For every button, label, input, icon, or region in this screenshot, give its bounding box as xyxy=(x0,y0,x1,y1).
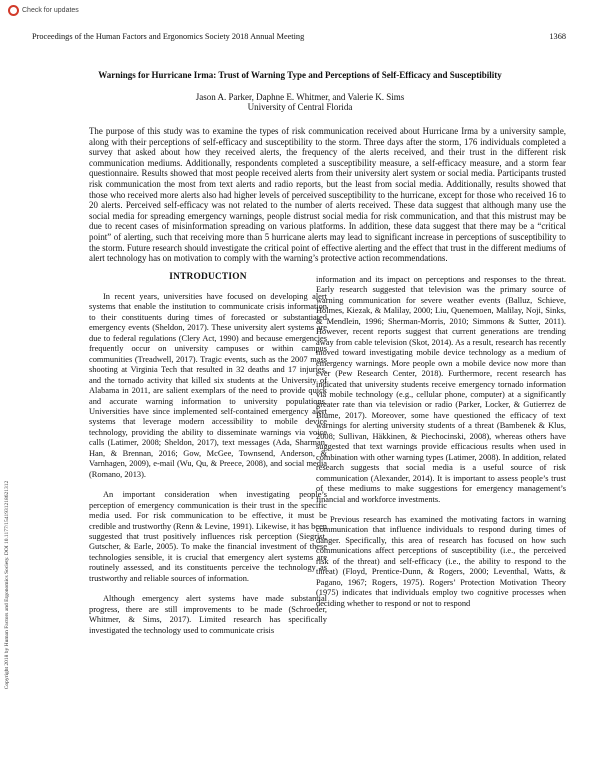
paragraph: In recent years, universities have focused on developing alert systems that enable the institution to communicate crisis information to their constituents during times of forecasted or substantiated emergency events (Sheldon, 2017). These university alert systems are due to federal regulations (Clery Act, 1990) and because emergencies frequently occur on university campuses or within campus communities (Treadwell, 2017). Tragic events, such as the 2007 mass shooting at Virginia Tech that resulted in 32 deaths and 17 injuries, and the tornado activity that killed six students at the University of Alabama in 2011, are salient exemplars of the need to provide quick and accurate warning information to university populations. Universities have since implemented self-contained emergency alert systems that leverage modern accessibility to mobile device technology, providing the ability to disseminate warnings via voice calls (Latimer, 2008; Sheldon, 2017), text messages (Ada, Sharman, Han, & Brennan, 2016; Gow, McGee, Townsend, Anderson, & Varnhagen, 2009), e-mail (Wu, Qu, & Preece, 2008), and social media (Romano, 2013). xyxy=(89,292,327,479)
journal-name: Proceedings of the Human Factors and Ergonomics Society 2018 Annual Meeting xyxy=(32,32,305,41)
paper-title: Warnings for Hurricane Irma: Trust of Warning Type and Perceptions of Self-Efficacy and Susceptibility xyxy=(98,70,502,80)
paragraph: An important consideration when investigating people’s perception of emergency communication is their trust in the specific media used. For risk communication to be effective, it must be credible and trustworthy (Renn & Levine, 1991). Likewise, it has been suggested that trust positively influences risk perception (Siegrist, Gutscher, & Earle, 2005). To make the financial investment of these technologies sensible, it is crucial that emergency alert systems are routinely assessed, and its constituents perceive the technology as trustworthy and reliable sources of information. xyxy=(89,490,327,583)
paragraph: information and its impact on perceptions and responses to the threat. Early research suggested that television was the primary source of warning communication for severe weather events (Balluz, Schieve, Holmes, Kiezak, & Malilay, 2000; Liu, Quenemoen, Malilay, Noji, Sinks, & Mendlein, 1996; Sherman-Morris, 2010; Simmons & Sutter, 2011). However, recent reports suggest that current generations are trending away from cable television (Skot, 2014). As a result, research has recently moved toward investigating mobile device technology as a medium of emergency warnings. More people own a mobile device now more than ever (Pew Research Center, 2018). Furthermore, recent research has indicated that university students receive emergency tornado information via mobile technology (e.g., cellular phone, computer) at a significantly greater rate than via television or radio (Parker, Locker, & Gutierrez de Blume, 2017). Moreover, some have questioned the efficacy of text warnings for alerting university students of a threat (Bambenek & Klus, 2008; Sullivan, Häkkinen, & Piechocinski, 2008), whereas others have suggested that text warnings provide efficacious results when used in combination with other warning types (Latimer, 2008). In addition, related research suggests that social media is a useful source of risk communication (Alexander, 2014). It is important to assess people’s trust of these mediums to make suggestions for emergency management’s financial and workforce investments. xyxy=(316,275,566,504)
check-updates-label: Check for updates xyxy=(22,7,79,14)
abstract: The purpose of this study was to examine the types of risk communication received about Hurricane Irma by a university sample, along with their perceptions of self-efficacy and susceptibility to the storm. Three days after the storm, 176 individuals completed a survey that asked about how they received alerts, the frequency of the alerts received, and their trust in the different risk communication mediums. Additionally, respondents completed a susceptibility measure, a self-efficacy measure, and a storm fear questionnaire. Results showed that most people received alerts from their university alert system or social media. Participants trusted risk communication the most from text alerts and radio reports, but the least from social media. Additionally, results showed that those who received more alerts also had higher levels of perceived susceptibility to the hurricane, except for those who received 16 to 20 alerts. Perceived self-efficacy was not related to the number of alerts received. These data suggest that although many use the social media for spreading emergency warnings, people distrust social media for risk communication, and that this mistrust may be due to recent cases of misinformation spreading on various platforms. In addition, these data suggest that there may be a “critical point” of alerting, such that receiving more than 5 hurricane alerts may lead to significant increase in perceptions of susceptibility to the storm. Future research should investigate the critical point of effective alerting and the effect that trust in the different mediums of alert technology has on motivation to comply with the warning’s protective action recommendations. xyxy=(89,126,566,264)
check-for-updates-badge[interactable] xyxy=(8,4,79,17)
paragraph: Although emergency alert systems have made substantial progress, there are still improvements to be made (Schroeder, Whitmer, & Sims, 2017). Limited research has specifically investigated the technology used to communicate crisis xyxy=(89,594,327,635)
paper-affiliation: University of Central Florida xyxy=(247,102,353,112)
left-column xyxy=(89,272,327,636)
section-heading-introduction: INTRODUCTION xyxy=(169,272,247,282)
paragraph: Previous research has examined the motivating factors in warning communication that influence individuals to respond during times of danger. Specifically, this area of research has focused on how such communications affect perceptions of susceptibility (i.e., the perceived risk of the threat) and self-efficacy (i.e., the ability to respond to the threat) (Floyd, Prentice-Dunn, & Rogers, 2000; Leventhal, Watts, & Pagano, 1967; Rogers, 1975). Rogers’ Protection Motivation Theory (1975) indicates that individuals employ two cognitive processes when deciding whether to respond or not to respond xyxy=(316,514,566,608)
paper-authors: Jason A. Parker, Daphne E. Whitmer, and Valerie K. Sims xyxy=(195,92,405,102)
copyright-text: Copyright 2018 by Human Factors and Ergonomics Society. DOI 10.1177/1541931218621312 xyxy=(4,480,10,690)
right-column xyxy=(316,275,566,609)
running-header xyxy=(32,32,566,41)
page-number: 1368 xyxy=(549,32,566,41)
check-updates-icon xyxy=(8,5,19,16)
